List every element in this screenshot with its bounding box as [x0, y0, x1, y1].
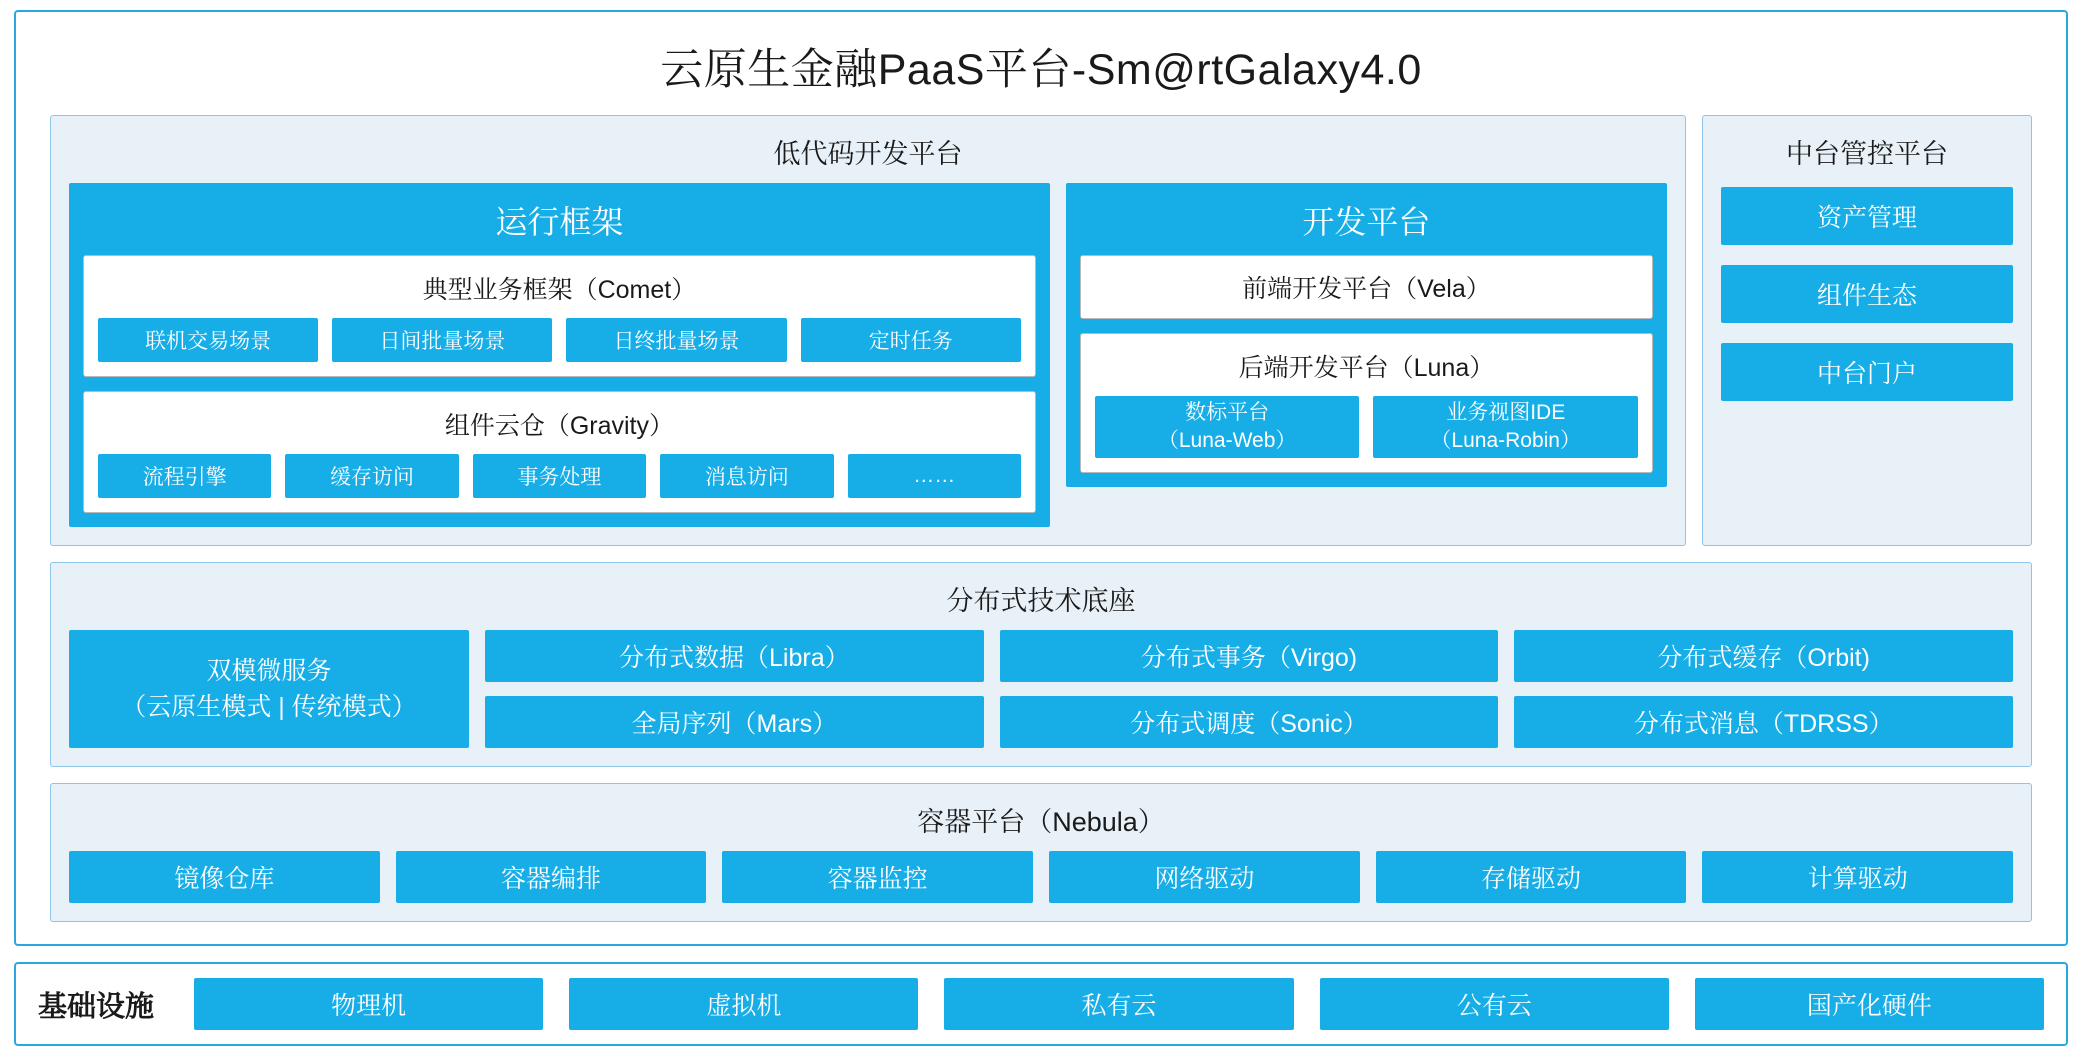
runtime-framework-body [69, 255, 1050, 527]
gravity-title: 组件云仓（Gravity） [444, 412, 675, 440]
luna-items [1095, 396, 1638, 458]
midcontrol-item-asset-management[interactable]: 资产管理 [1721, 187, 2013, 245]
top-row [50, 115, 2032, 546]
gravity-item-cache-access[interactable]: 缓存访问 [285, 454, 458, 498]
luna-item-web-line2: （Luna-Web） [1157, 429, 1297, 452]
comet-box [83, 255, 1036, 377]
runtime-framework-section [69, 183, 1050, 527]
comet-item-online-trade[interactable]: 联机交易场景 [98, 318, 318, 362]
gravity-item-transaction[interactable]: 事务处理 [473, 454, 646, 498]
luna-item-robin[interactable] [1373, 396, 1638, 458]
luna-item-web-line1: 数标平台 [1185, 400, 1270, 424]
midcontrol-panel [1702, 115, 2032, 546]
lowcode-platform-title: 低代码开发平台 [773, 139, 963, 169]
midcontrol-items [1721, 187, 2013, 401]
comet-title: 典型业务框架（Comet） [422, 276, 697, 304]
gravity-item-message-access[interactable]: 消息访问 [660, 454, 833, 498]
luna-title: 后端开发平台（Luna） [1238, 354, 1495, 382]
distributed-column-3 [1514, 630, 2013, 748]
midcontrol-title: 中台管控平台 [1786, 139, 1948, 169]
infrastructure-item-domestic-hardware[interactable]: 国产化硬件 [1695, 978, 2044, 1030]
infrastructure-item-public-cloud[interactable]: 公有云 [1320, 978, 1669, 1030]
distributed-column-1 [485, 630, 984, 748]
container-item-compute-driver[interactable]: 计算驱动 [1702, 851, 2013, 903]
distributed-base-panel [50, 562, 2032, 767]
container-platform-title: 容器平台（Nebula） [917, 807, 1165, 837]
luna-item-robin-line1: 业务视图IDE [1446, 400, 1566, 424]
comet-item-scheduled-task[interactable]: 定时任务 [801, 318, 1021, 362]
midcontrol-item-component-ecosystem[interactable]: 组件生态 [1721, 265, 2013, 323]
distributed-item-orbit[interactable]: 分布式缓存（Orbit) [1514, 630, 2013, 682]
distributed-base-title: 分布式技术底座 [946, 586, 1136, 616]
gravity-items [98, 454, 1021, 498]
gravity-item-process-engine[interactable]: 流程引擎 [98, 454, 271, 498]
distributed-column-2 [1000, 630, 1499, 748]
infrastructure-frame [14, 962, 2068, 1046]
vela-box[interactable] [1080, 255, 1653, 319]
container-item-network-driver[interactable]: 网络驱动 [1049, 851, 1360, 903]
distributed-item-virgo[interactable]: 分布式事务（Virgo) [1000, 630, 1499, 682]
container-item-image-registry[interactable]: 镜像仓库 [69, 851, 380, 903]
comet-item-daytime-batch[interactable]: 日间批量场景 [332, 318, 552, 362]
luna-item-web[interactable] [1095, 396, 1360, 458]
infrastructure-label: 基础设施 [38, 990, 155, 1023]
distributed-base-grid [69, 630, 2013, 748]
container-item-storage-driver[interactable]: 存储驱动 [1376, 851, 1687, 903]
lowcode-platform-panel [50, 115, 1686, 546]
vela-label: 前端开发平台（Vela） [1081, 256, 1652, 318]
development-platform-title: 开发平台 [1066, 183, 1667, 255]
lowcode-inner [69, 183, 1667, 527]
gravity-item-more[interactable]: …… [848, 454, 1021, 498]
infrastructure-item-virtual-machine[interactable]: 虚拟机 [569, 978, 918, 1030]
comet-items [98, 318, 1021, 362]
dualmode-microservice-box[interactable] [69, 630, 469, 748]
container-platform-panel [50, 783, 2032, 922]
dualmode-column [69, 630, 469, 748]
distributed-item-mars[interactable]: 全局序列（Mars） [485, 696, 984, 748]
container-item-orchestration[interactable]: 容器编排 [396, 851, 707, 903]
distributed-item-sonic[interactable]: 分布式调度（Sonic） [1000, 696, 1499, 748]
infrastructure-items [194, 978, 2044, 1030]
development-platform-section [1066, 183, 1667, 527]
dualmode-line2: （云原生模式 | 传统模式） [121, 693, 417, 721]
luna-box [1080, 333, 1653, 473]
platform-frame [14, 10, 2068, 946]
development-platform-body [1066, 255, 1667, 487]
container-item-monitoring[interactable]: 容器监控 [722, 851, 1033, 903]
infrastructure-item-private-cloud[interactable]: 私有云 [944, 978, 1293, 1030]
dualmode-line1: 双模微服务 [206, 656, 332, 685]
comet-item-eod-batch[interactable]: 日终批量场景 [566, 318, 786, 362]
infrastructure-item-physical-machine[interactable]: 物理机 [194, 978, 543, 1030]
distributed-item-libra[interactable]: 分布式数据（Libra） [485, 630, 984, 682]
runtime-framework-title: 运行框架 [69, 183, 1050, 255]
midcontrol-item-portal[interactable]: 中台门户 [1721, 343, 2013, 401]
container-platform-items [69, 851, 2013, 903]
distributed-item-tdrss[interactable]: 分布式消息（TDRSS） [1514, 696, 2013, 748]
luna-item-robin-line2: （Luna-Robin） [1430, 429, 1581, 452]
gravity-box [83, 391, 1036, 513]
page-title: 云原生金融PaaS平台-Sm@rtGalaxy4.0 [660, 46, 1422, 94]
